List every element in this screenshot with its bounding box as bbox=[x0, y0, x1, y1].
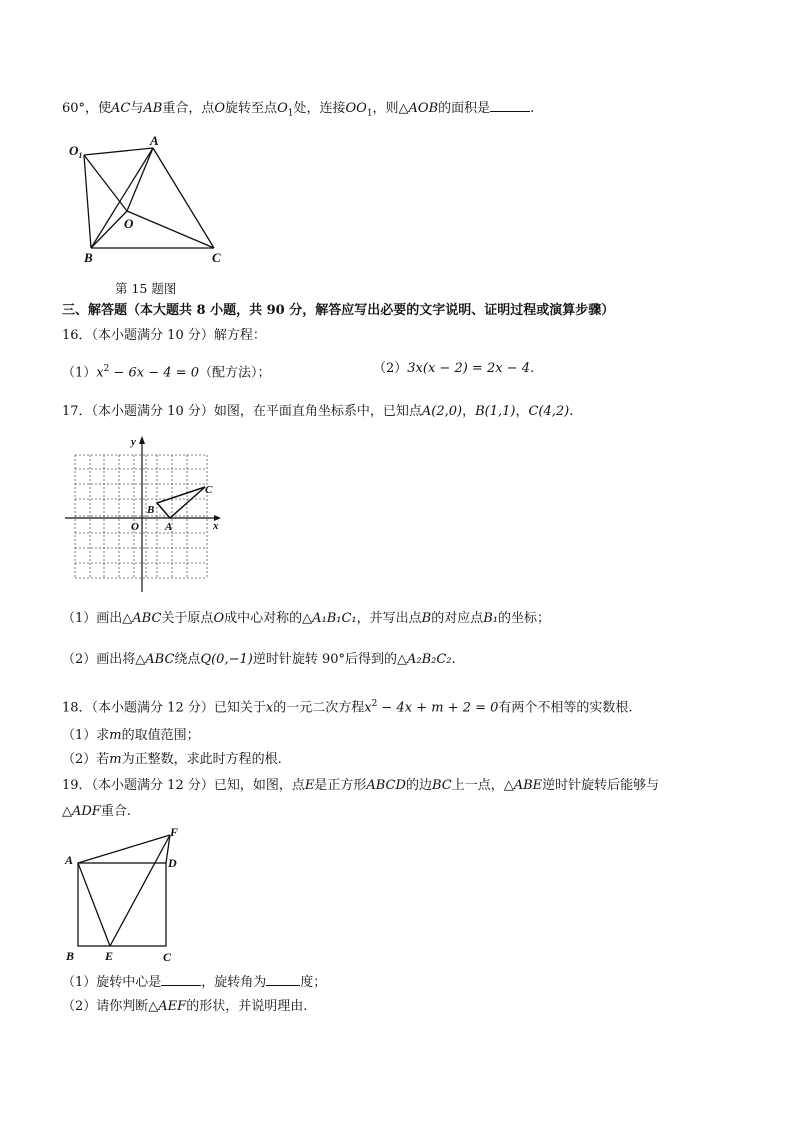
q19-p1-b: ，旋转角为 bbox=[201, 975, 267, 990]
fig17-label-x: x bbox=[213, 520, 219, 532]
q19-line2-b: 重合. bbox=[100, 804, 131, 819]
q19-p2-aef: AEF bbox=[158, 999, 187, 1014]
q16-p1-sup: 2 bbox=[103, 364, 110, 374]
q19-adf: ADF bbox=[72, 804, 101, 819]
q16-p1-method: （配方法）； bbox=[198, 365, 271, 381]
q16-p2-eq: 3x(x − 2) = 2x − 4 bbox=[407, 361, 530, 376]
q15-area: 的面积是 bbox=[438, 101, 491, 116]
q19-p2-a: （2）请你判断△ bbox=[62, 999, 159, 1014]
q15-with: 与 bbox=[130, 101, 144, 116]
q17-part2 bbox=[62, 651, 456, 669]
fig19-label-c: C bbox=[163, 950, 172, 962]
q19-bc: BC bbox=[431, 778, 452, 793]
fig15-label-o: O bbox=[124, 216, 134, 231]
q17-coordinate-grid bbox=[62, 432, 230, 592]
fig17-label-a: A bbox=[165, 521, 173, 533]
q15-caption: 第 15 题图 bbox=[115, 281, 177, 296]
q18-p1-a: （1）求 bbox=[62, 728, 110, 743]
q17-point-c: C(4,2) bbox=[528, 404, 570, 419]
q16-part2 bbox=[373, 360, 534, 378]
q17-p1-a1b1c1: A₁B₁C₁ bbox=[312, 611, 357, 626]
fig19-label-f: F bbox=[170, 825, 179, 839]
q17-part1 bbox=[62, 610, 550, 628]
q18-x: x bbox=[265, 700, 274, 716]
fig17-label-c: C bbox=[205, 484, 213, 496]
q17-sep-2: ， bbox=[515, 404, 529, 419]
q18-part1 bbox=[62, 727, 200, 745]
q17-p2-c: 逆时针旋转 90°后得到的△ bbox=[252, 652, 407, 667]
q19-p2-b: 的形状，并说明理由. bbox=[186, 999, 308, 1014]
q18-head-c: 有两个不相等的实数根. bbox=[498, 700, 633, 716]
q19-part2 bbox=[62, 998, 307, 1016]
q19-part1 bbox=[62, 973, 326, 992]
q19-p1-c: 度； bbox=[300, 975, 327, 990]
q19-head-d: 上一点，△ bbox=[451, 778, 514, 793]
q17-p1-e: 的对应点 bbox=[431, 611, 484, 626]
q16-p2-end: . bbox=[529, 361, 535, 376]
q19-p1-a: （1）旋转中心是 bbox=[62, 975, 162, 990]
q19-figure bbox=[62, 822, 192, 962]
q19-triangle-symbol: △ bbox=[62, 804, 72, 819]
q17-point-a: A(2,0) bbox=[421, 404, 463, 419]
q18-eq-sup: 2 bbox=[371, 699, 378, 709]
q18-p1-b: 的取值范围； bbox=[121, 728, 200, 743]
q18-p2-a: （2）若 bbox=[62, 752, 110, 767]
q17-head-text: 17．（本小题满分 10 分）如图，在平面直角坐标系中，已知点 bbox=[62, 404, 422, 419]
q17-p2-a: （2）画出将△ bbox=[62, 652, 146, 667]
answer-blank[interactable] bbox=[490, 99, 530, 112]
q19-abe: ABE bbox=[513, 778, 543, 793]
q15-oo1-sub: 1 bbox=[366, 108, 373, 119]
q15-ac: AC bbox=[111, 101, 131, 116]
q18-head bbox=[62, 695, 633, 717]
q15-rotate: 旋转至点 bbox=[225, 101, 278, 116]
q15-ab: AB bbox=[143, 101, 163, 116]
fig19-label-b: B bbox=[66, 949, 75, 962]
q16-head: 16．（本小题满分 10 分）解方程： bbox=[62, 328, 266, 343]
q15-figure bbox=[62, 135, 232, 265]
q15-o1-sub: 1 bbox=[287, 108, 294, 119]
q18-part2 bbox=[62, 751, 282, 769]
q16-p1-x: x bbox=[96, 365, 104, 381]
fig15-label-o1: $O_1$ bbox=[69, 143, 83, 160]
fig19-label-e: E bbox=[105, 949, 114, 962]
fig19-label-a: A bbox=[65, 853, 74, 867]
fig17-label-o: O bbox=[131, 521, 139, 533]
q15-at: 处，连接 bbox=[293, 101, 346, 116]
fig15-label-a: A bbox=[150, 135, 159, 148]
q19-head bbox=[62, 777, 659, 795]
q16-part1 bbox=[62, 360, 271, 382]
q18-p2-m: m bbox=[109, 752, 122, 767]
q17-p1-abc: ABC bbox=[132, 611, 162, 626]
q19-head-c: 的边 bbox=[405, 778, 432, 793]
q17-sep-1: ， bbox=[462, 404, 476, 419]
q16-p1-num: （1） bbox=[62, 365, 97, 381]
q15-end: . bbox=[530, 101, 535, 116]
q17-p1-a: （1）画出△ bbox=[62, 611, 133, 626]
q17-p2-q: Q(0,−1) bbox=[200, 652, 253, 667]
q18-eq-x: x bbox=[364, 700, 372, 716]
answer-blank-center[interactable] bbox=[161, 973, 201, 986]
fig19-label-d: D bbox=[168, 856, 177, 870]
q19-head-e: 逆时针旋转后能够与 bbox=[542, 778, 660, 793]
q17-p1-f: 的坐标； bbox=[498, 611, 551, 626]
q19-head-a: 19．（本小题满分 12 分）已知，如图，点 bbox=[62, 778, 305, 793]
q15-intro: 60°，使 bbox=[62, 101, 112, 116]
q17-p1-c: 成中心对称的△ bbox=[224, 611, 313, 626]
q17-p1-b1: B₁ bbox=[483, 611, 498, 626]
q15-aob: AOB bbox=[408, 101, 439, 116]
q18-head-a: 18．（本小题满分 12 分）已知关于 bbox=[62, 700, 266, 716]
q17-p1-d: ，并写出点 bbox=[356, 611, 422, 626]
q17-head bbox=[62, 403, 573, 421]
q15-coincide: 重合，点 bbox=[162, 101, 215, 116]
q18-eq: − 4x + m + 2 = 0 bbox=[377, 700, 499, 716]
q15-oo1: OO bbox=[345, 101, 367, 116]
q17-p2-end: . bbox=[451, 652, 456, 667]
fig17-label-y: y bbox=[131, 436, 136, 448]
q15-o1: O bbox=[277, 101, 288, 116]
q17-end: . bbox=[569, 404, 574, 419]
q15-text bbox=[62, 99, 534, 123]
q16-p2-num: （2） bbox=[373, 361, 408, 376]
q16-p1-eq: − 6x − 4 = 0 bbox=[109, 365, 199, 381]
q19-head-line2 bbox=[62, 803, 131, 821]
answer-blank-angle[interactable] bbox=[266, 973, 300, 986]
q17-p2-abc: ABC bbox=[145, 652, 175, 667]
fig17-label-b: B bbox=[147, 504, 155, 516]
q19-head-b: 是正方形 bbox=[314, 778, 367, 793]
q18-p2-b: 为正整数，求此时方程的根. bbox=[121, 752, 282, 767]
q19-abcd: ABCD bbox=[366, 778, 406, 793]
q18-head-b: 的一元二次方程 bbox=[273, 700, 365, 716]
q17-p2-b: 绕点 bbox=[174, 652, 201, 667]
q15-then: ，则△ bbox=[372, 101, 409, 116]
q15-o: O bbox=[214, 101, 226, 116]
fig15-label-c: C bbox=[212, 250, 221, 265]
q18-p1-m: m bbox=[109, 728, 122, 743]
q17-p1-point-b: B bbox=[421, 611, 432, 626]
q19-e: E bbox=[304, 778, 315, 793]
fig15-label-b: B bbox=[84, 250, 93, 265]
section3-title: 三、解答题（本大题共 8 小题，共 90 分，解答应写出必要的文字说明、证明过程或演算步骤） bbox=[62, 303, 615, 318]
q17-p1-b: 关于原点 bbox=[161, 611, 214, 626]
q17-point-b: B(1,1) bbox=[475, 404, 516, 419]
q17-p2-a2b2c2: A₂B₂C₂ bbox=[407, 652, 452, 667]
q17-p1-o: O bbox=[213, 611, 225, 626]
